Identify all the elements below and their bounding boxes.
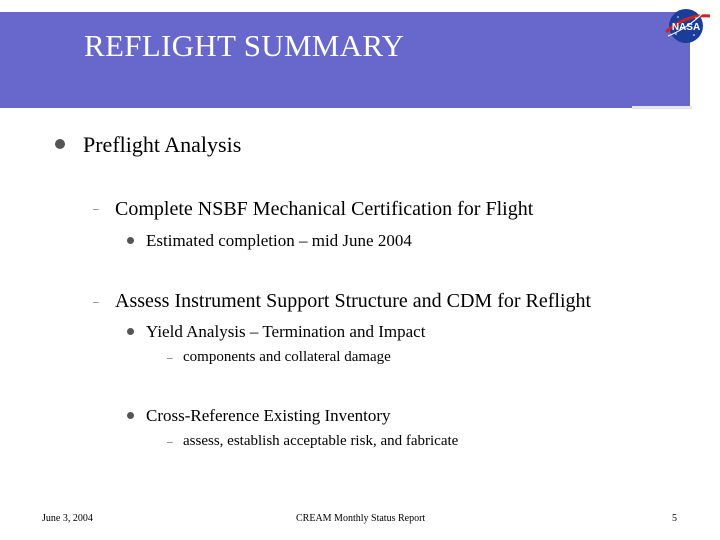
dash-icon: – [93, 296, 99, 308]
title-bar-shadow [632, 106, 692, 109]
bullet-nsbf-certification: Complete NSBF Mechanical Certification for Flight [115, 198, 534, 220]
bullet-yield-analysis: Yield Analysis – Termination and Impact [146, 322, 426, 341]
footer-date: June 3, 2004 [42, 513, 93, 524]
bullet-cross-reference: Cross-Reference Existing Inventory [146, 406, 391, 425]
page-number: 5 [672, 513, 677, 524]
dash-icon: – [167, 352, 173, 364]
dash-icon: – [93, 203, 99, 215]
dash-icon: – [167, 436, 173, 448]
bullet-preflight-analysis: Preflight Analysis [83, 132, 242, 157]
bullet-assess-fabricate: assess, establish acceptable risk, and fabricate [183, 433, 459, 449]
bullet-dot-icon [55, 139, 65, 149]
nasa-logo-text: NASA [671, 22, 701, 33]
bullet-dot-icon [127, 237, 134, 244]
bullet-components-damage: components and collateral damage [183, 349, 391, 365]
footer-title: CREAM Monthly Status Report [296, 513, 426, 524]
bullet-assess-structure: Assess Instrument Support Structure and CDM for Reflight [115, 290, 592, 312]
nasa-logo-icon [664, 6, 712, 46]
bullet-dot-icon [127, 328, 134, 335]
bullet-dot-icon [127, 412, 134, 419]
slide-title: REFLIGHT SUMMARY [84, 28, 405, 63]
bullet-estimated-completion: Estimated completion – mid June 2004 [146, 231, 412, 250]
